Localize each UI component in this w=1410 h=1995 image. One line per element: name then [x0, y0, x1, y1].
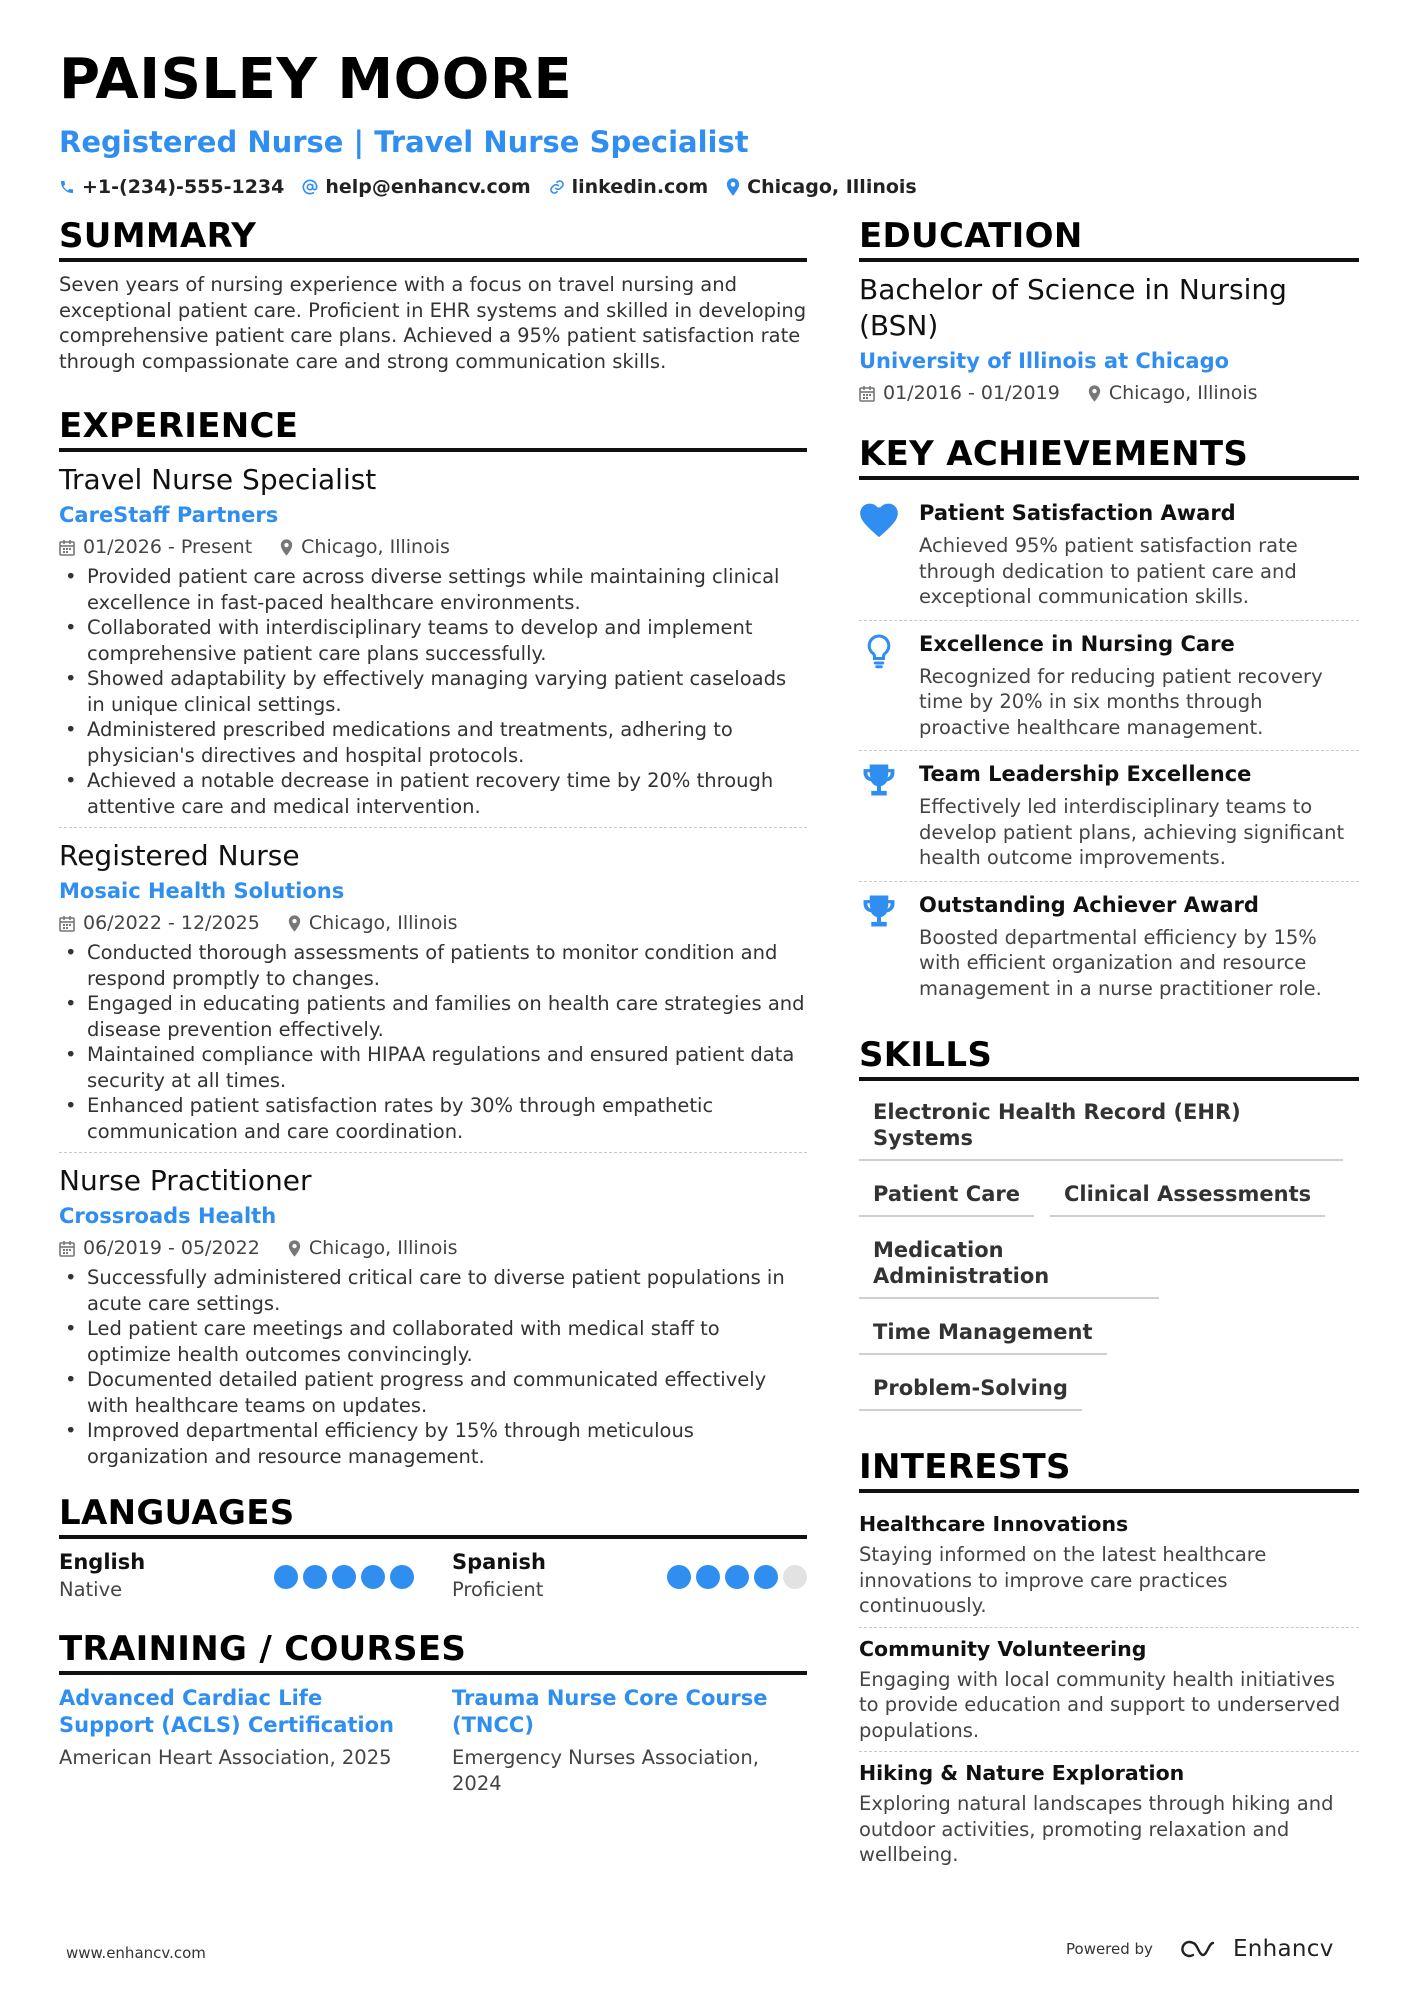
- footer-website[interactable]: www.enhancv.com: [66, 1944, 206, 1962]
- job-location: [288, 1235, 458, 1261]
- experience-heading: EXPERIENCE: [59, 404, 807, 452]
- rating-dot-filled: [303, 1565, 327, 1589]
- candidate-name: PAISLEY MOORE: [59, 47, 573, 112]
- achievement-item: [859, 490, 1359, 621]
- experience-section: [59, 404, 807, 1477]
- brand-name: Enhancv: [1232, 1936, 1334, 1962]
- course-title[interactable]: Advanced Cardiac Life Support (ACLS) Certification: [59, 1686, 394, 1737]
- achievement-item: [859, 751, 1359, 882]
- rating-dot-filled: [390, 1565, 414, 1589]
- education-section: [859, 214, 1359, 406]
- job-dates: [59, 910, 260, 936]
- education-dates-text: 01/2016 - 01/2019: [883, 382, 1060, 404]
- link-icon: [549, 179, 565, 195]
- location-pin-icon: [1088, 385, 1101, 402]
- website-text: linkedin.com: [571, 176, 709, 198]
- achievement-desc: Boosted departmental efficiency by 15% with efficient organization and resource management in a nurse practitioner role.: [919, 925, 1322, 1000]
- location-pin-icon: [288, 915, 301, 932]
- trophy-icon: [859, 894, 899, 928]
- calendar-icon: [59, 539, 75, 556]
- language-level: Proficient: [452, 1578, 544, 1601]
- languages-section: [59, 1491, 807, 1603]
- job-location-text: Chicago, Illinois: [301, 536, 450, 558]
- courses-list: [59, 1685, 807, 1797]
- rating-dot-filled: [754, 1565, 778, 1589]
- bullet-item: • Engaged in educating patients and families on health care strategies and disease prevention effectively.: [59, 991, 807, 1042]
- bullet-item: • Achieved a notable decrease in patient recovery time by 20% through attentive care and medical intervention.: [59, 768, 807, 819]
- bullet-item: • Administered prescribed medications and treatments, adhering to physician's directives and hospital protocols.: [59, 717, 807, 768]
- achievement-icon: [859, 892, 919, 1002]
- skill-tag: Clinical Assessments: [1050, 1173, 1325, 1217]
- job-dates: [59, 534, 252, 560]
- training-section: [59, 1627, 807, 1797]
- skill-tag: Time Management: [859, 1311, 1107, 1355]
- bullet-item: • Successfully administered critical care to diverse patient populations in acute care settings.: [59, 1265, 807, 1316]
- trophy-icon: [859, 763, 899, 797]
- skills-heading: SKILLS: [859, 1033, 1359, 1081]
- company-name[interactable]: CareStaff Partners: [59, 503, 279, 527]
- contact-email[interactable]: [302, 176, 530, 198]
- job-location-text: Chicago, Illinois: [308, 912, 458, 934]
- phone-icon: [59, 179, 75, 195]
- course-item: [59, 1685, 414, 1797]
- language-item: [59, 1549, 414, 1603]
- interests-heading: INTERESTS: [859, 1445, 1359, 1493]
- education-heading: EDUCATION: [859, 214, 1359, 262]
- language-item: [452, 1549, 807, 1603]
- skill-tag: Problem-Solving: [859, 1367, 1082, 1411]
- location-pin-icon: [280, 539, 293, 556]
- bullet-item: • Collaborated with interdisciplinary teams to develop and implement comprehensive patient care plans successfully.: [59, 615, 807, 666]
- bullet-item: • Led patient care meetings and collaborated with medical staff to optimize health outcomes convincingly.: [59, 1316, 807, 1367]
- school-name[interactable]: University of Illinois at Chicago: [859, 349, 1230, 373]
- skill-tag: Medication Administration: [859, 1229, 1159, 1299]
- achievement-icon: [859, 761, 919, 871]
- job-location-text: Chicago, Illinois: [308, 1237, 458, 1259]
- achievement-desc: Achieved 95% patient satisfaction rate through dedication to patient care and exceptional communication skills.: [919, 534, 1298, 608]
- job-bullets: [59, 1265, 807, 1469]
- achievement-desc: Effectively led interdisciplinary teams to develop patient plans, achieving significant health outcome improvements.: [919, 795, 1345, 869]
- skills-list: [859, 1091, 1359, 1423]
- interests-section: [859, 1445, 1359, 1876]
- interest-item: [859, 1628, 1359, 1753]
- left-column: [59, 214, 807, 1797]
- achievement-title: Patient Satisfaction Award: [919, 501, 1236, 525]
- candidate-title: Registered Nurse | Travel Nurse Specialist: [59, 125, 749, 159]
- interest-title: Community Volunteering: [859, 1636, 1147, 1661]
- experience-entry: [59, 838, 807, 1153]
- contact-phone[interactable]: [59, 176, 284, 198]
- languages-heading: LANGUAGES: [59, 1491, 807, 1539]
- bullet-item: • Conducted thorough assessments of patients to monitor condition and respond promptly to changes.: [59, 940, 807, 991]
- job-dates-text: 01/2026 - Present: [83, 536, 253, 558]
- summary-text: Seven years of nursing experience with a focus on travel nursing and exceptional patient care. Proficient in EHR systems and skilled in developing comprehensive patient care plans. Achieved a 95% patient satisfaction rate through compassionate care and strong communication skills.: [59, 273, 807, 373]
- job-dates-text: 06/2019 - 05/2022: [83, 1237, 260, 1259]
- rating-dot-filled: [361, 1565, 385, 1589]
- job-role: Nurse Practitioner: [59, 1164, 312, 1197]
- phone-text: +1-(234)-555-1234: [82, 176, 285, 198]
- job-location: [288, 910, 458, 936]
- right-column: [859, 214, 1359, 1876]
- job-dates: [59, 1235, 260, 1261]
- achievement-icon: [859, 500, 919, 610]
- rating-dot-filled: [696, 1565, 720, 1589]
- course-title[interactable]: Trauma Nurse Core Course (TNCC): [452, 1686, 768, 1737]
- footer-brand[interactable]: [1066, 1936, 1334, 1962]
- summary-section: [59, 214, 807, 374]
- achievement-title: Team Leadership Excellence: [919, 762, 1252, 786]
- bullet-item: • Documented detailed patient progress and communicated effectively with healthcare teams on updates.: [59, 1367, 807, 1418]
- summary-heading: SUMMARY: [59, 214, 807, 262]
- enhancv-logo-icon: [1179, 1938, 1223, 1960]
- at-icon: [302, 179, 318, 195]
- rating-dot-filled: [725, 1565, 749, 1589]
- location-pin-icon: [726, 178, 740, 196]
- bullet-item: • Provided patient care across diverse settings while maintaining clinical excellence in fast-paced healthcare environments.: [59, 564, 807, 615]
- email-text: help@enhancv.com: [325, 176, 531, 198]
- bullet-item: • Improved departmental efficiency by 15% through meticulous organization and resource management.: [59, 1418, 807, 1469]
- education-location: [1088, 380, 1258, 406]
- course-org: American Heart Association, 2025: [59, 1746, 392, 1769]
- education-location-text: Chicago, Illinois: [1108, 382, 1258, 404]
- achievement-icon: [859, 631, 919, 741]
- job-role: Registered Nurse: [59, 839, 300, 872]
- heart-icon: [859, 502, 899, 538]
- resume-header: [59, 44, 1359, 198]
- job-bullets: [59, 940, 807, 1144]
- calendar-icon: [59, 1240, 75, 1257]
- job-bullets: [59, 564, 807, 819]
- rating-dot-filled: [274, 1565, 298, 1589]
- language-name: Spanish: [452, 1550, 546, 1574]
- language-rating: [269, 1565, 414, 1589]
- bullet-item: • Enhanced patient satisfaction rates by 30% through empathetic communication and care coordination.: [59, 1093, 807, 1144]
- achievement-desc: Recognized for reducing patient recovery time by 20% in six months through proactive healthcare management.: [919, 664, 1323, 739]
- language-rating: [662, 1565, 807, 1589]
- experience-entry: [59, 462, 807, 828]
- job-meta: [59, 910, 807, 936]
- education-dates: [859, 380, 1060, 406]
- interest-item: [859, 1503, 1359, 1628]
- interest-item: [859, 1752, 1359, 1876]
- achievements-section: [859, 432, 1359, 1011]
- bullet-item: • Showed adaptability by effectively managing varying patient caseloads in unique clinical settings.: [59, 666, 807, 717]
- contact-location: [726, 176, 917, 198]
- job-meta: [59, 534, 807, 560]
- languages-list: [59, 1549, 807, 1603]
- calendar-icon: [59, 915, 75, 932]
- interest-title: Healthcare Innovations: [859, 1512, 1129, 1536]
- company-name[interactable]: Crossroads Health: [59, 1204, 277, 1228]
- interest-desc: Exploring natural landscapes through hiking and outdoor activities, promoting relaxation and wellbeing.: [859, 1792, 1334, 1866]
- skills-section: [859, 1033, 1359, 1423]
- job-meta: [59, 1235, 807, 1261]
- contact-row: [59, 176, 1359, 198]
- bullet-item: • Maintained compliance with HIPAA regulations and ensured patient data security at all times.: [59, 1042, 807, 1093]
- job-location: [280, 534, 450, 560]
- job-dates-text: 06/2022 - 12/2025: [83, 912, 260, 934]
- powered-by-text: Powered by: [1066, 1940, 1153, 1958]
- location-pin-icon: [288, 1240, 301, 1257]
- education-meta: [859, 380, 1359, 406]
- rating-dot-filled: [667, 1565, 691, 1589]
- achievements-heading: KEY ACHIEVEMENTS: [859, 432, 1359, 480]
- achievement-title: Outstanding Achiever Award: [919, 892, 1259, 917]
- language-name: English: [59, 1550, 146, 1574]
- course-item: [452, 1685, 807, 1797]
- achievement-title: Excellence in Nursing Care: [919, 631, 1235, 656]
- course-org: Emergency Nurses Association, 2024: [452, 1746, 759, 1795]
- achievement-item: [859, 882, 1359, 1012]
- experience-entry: [59, 1163, 807, 1477]
- calendar-icon: [859, 385, 875, 402]
- interest-title: Hiking & Nature Exploration: [859, 1761, 1185, 1785]
- interest-desc: Engaging with local community health initiatives to provide education and support to underserved populations.: [859, 1667, 1341, 1742]
- location-text: Chicago, Illinois: [747, 176, 917, 198]
- training-heading: TRAINING / COURSES: [59, 1627, 807, 1675]
- company-name[interactable]: Mosaic Health Solutions: [59, 879, 345, 903]
- interest-desc: Staying informed on the latest healthcare innovations to improve care practices continuously.: [859, 1543, 1267, 1617]
- language-level: Native: [59, 1578, 123, 1601]
- degree-name: Bachelor of Science in Nursing (BSN): [859, 273, 1287, 342]
- rating-dot-empty: [783, 1565, 807, 1589]
- rating-dot-filled: [332, 1565, 356, 1589]
- contact-website[interactable]: [549, 176, 709, 198]
- job-role: Travel Nurse Specialist: [59, 463, 377, 496]
- lightbulb-icon: [859, 633, 899, 669]
- skill-tag: Patient Care: [859, 1173, 1034, 1217]
- skill-tag: Electronic Health Record (EHR) Systems: [859, 1091, 1343, 1161]
- achievement-item: [859, 621, 1359, 752]
